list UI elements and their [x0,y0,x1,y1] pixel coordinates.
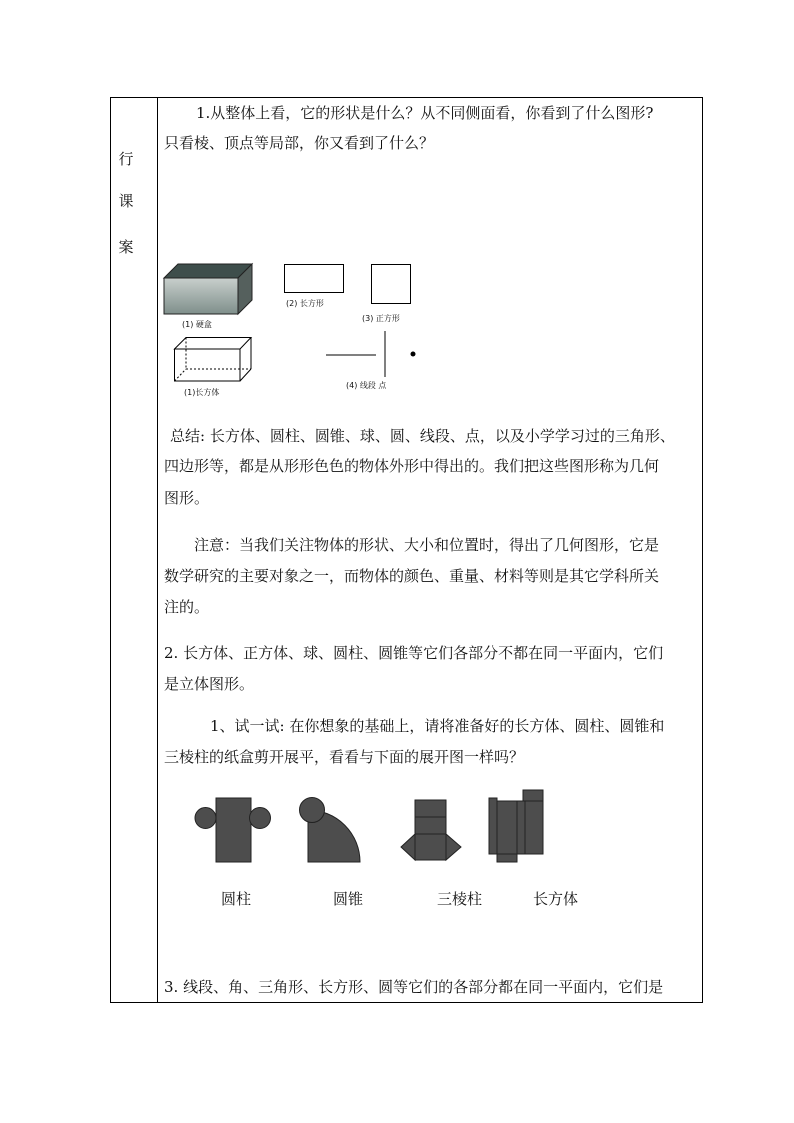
sidebar-char-2: 课 [118,192,134,210]
rectangle-label: (2) 长方形 [286,299,324,308]
q2-line1: 2. 长方体、正方体、球、圆柱、圆锥等它们各部分不都在同一平面内，它们 [164,644,664,662]
q2-line2: 是立体图形。 [164,675,255,693]
square-figure [371,264,413,306]
sidebar-char-1: 行 [118,150,134,168]
column-divider [157,97,158,1003]
try-line2: 三棱柱的纸盒剪开展平，看看与下面的展开图一样吗？ [164,748,525,766]
cylinder-net-figure [194,796,274,864]
rectangle-figure [284,264,346,294]
prism-net-figure [400,796,464,864]
note-line3: 注的。 [164,598,210,616]
square-label: (3) 正方形 [362,314,400,323]
box-label: (1) 硬盒 [182,320,212,329]
summary-line2: 四边形等，都是从形形色色的物体外形中得出的。我们把这些图形称为几何 [164,457,660,475]
summary-line1: 总结: 长方体、圆柱、圆锥、球、圆、线段、点，以及小学学习过的三角形、 [170,427,675,445]
box-solid-figure [164,264,254,316]
net-label-cuboid: 长方体 [533,890,579,908]
cuboid-net-figure [487,788,549,864]
note-line1: 注意：当我们关注物体的形状、大小和位置时，得出了几何图形，它是 [194,536,660,554]
q1-line2: 只看棱、顶点等局部，你又看到了什么？ [164,134,435,152]
segment-point-label: (4) 线段 点 [346,381,387,390]
net-label-cone: 圆锥 [333,890,364,908]
cuboid-wireframe-figure [174,337,254,383]
q3-line1: 3. 线段、角、三角形、长方形、圆等它们的各部分都在同一平面内，它们是 [164,978,664,996]
note-line2: 数学研究的主要对象之一，而物体的颜色、重量、材料等则是其它学科所关 [164,567,660,585]
net-label-cylinder: 圆柱 [221,890,252,908]
try-line1: 1、试一试: 在你想象的基础上，请将准备好的长方体、圆柱、圆锥和 [210,717,665,735]
segment-figure [326,331,421,379]
q1-line1: 1.从整体上看，它的形状是什么？从不同侧面看，你看到了什么图形? [196,104,654,122]
net-label-prism: 三棱柱 [437,890,483,908]
sidebar-char-3: 案 [118,238,134,256]
cuboid-label: (1)长方体 [184,388,220,397]
cone-net-figure [296,796,368,864]
summary-line3: 图形。 [164,489,210,507]
